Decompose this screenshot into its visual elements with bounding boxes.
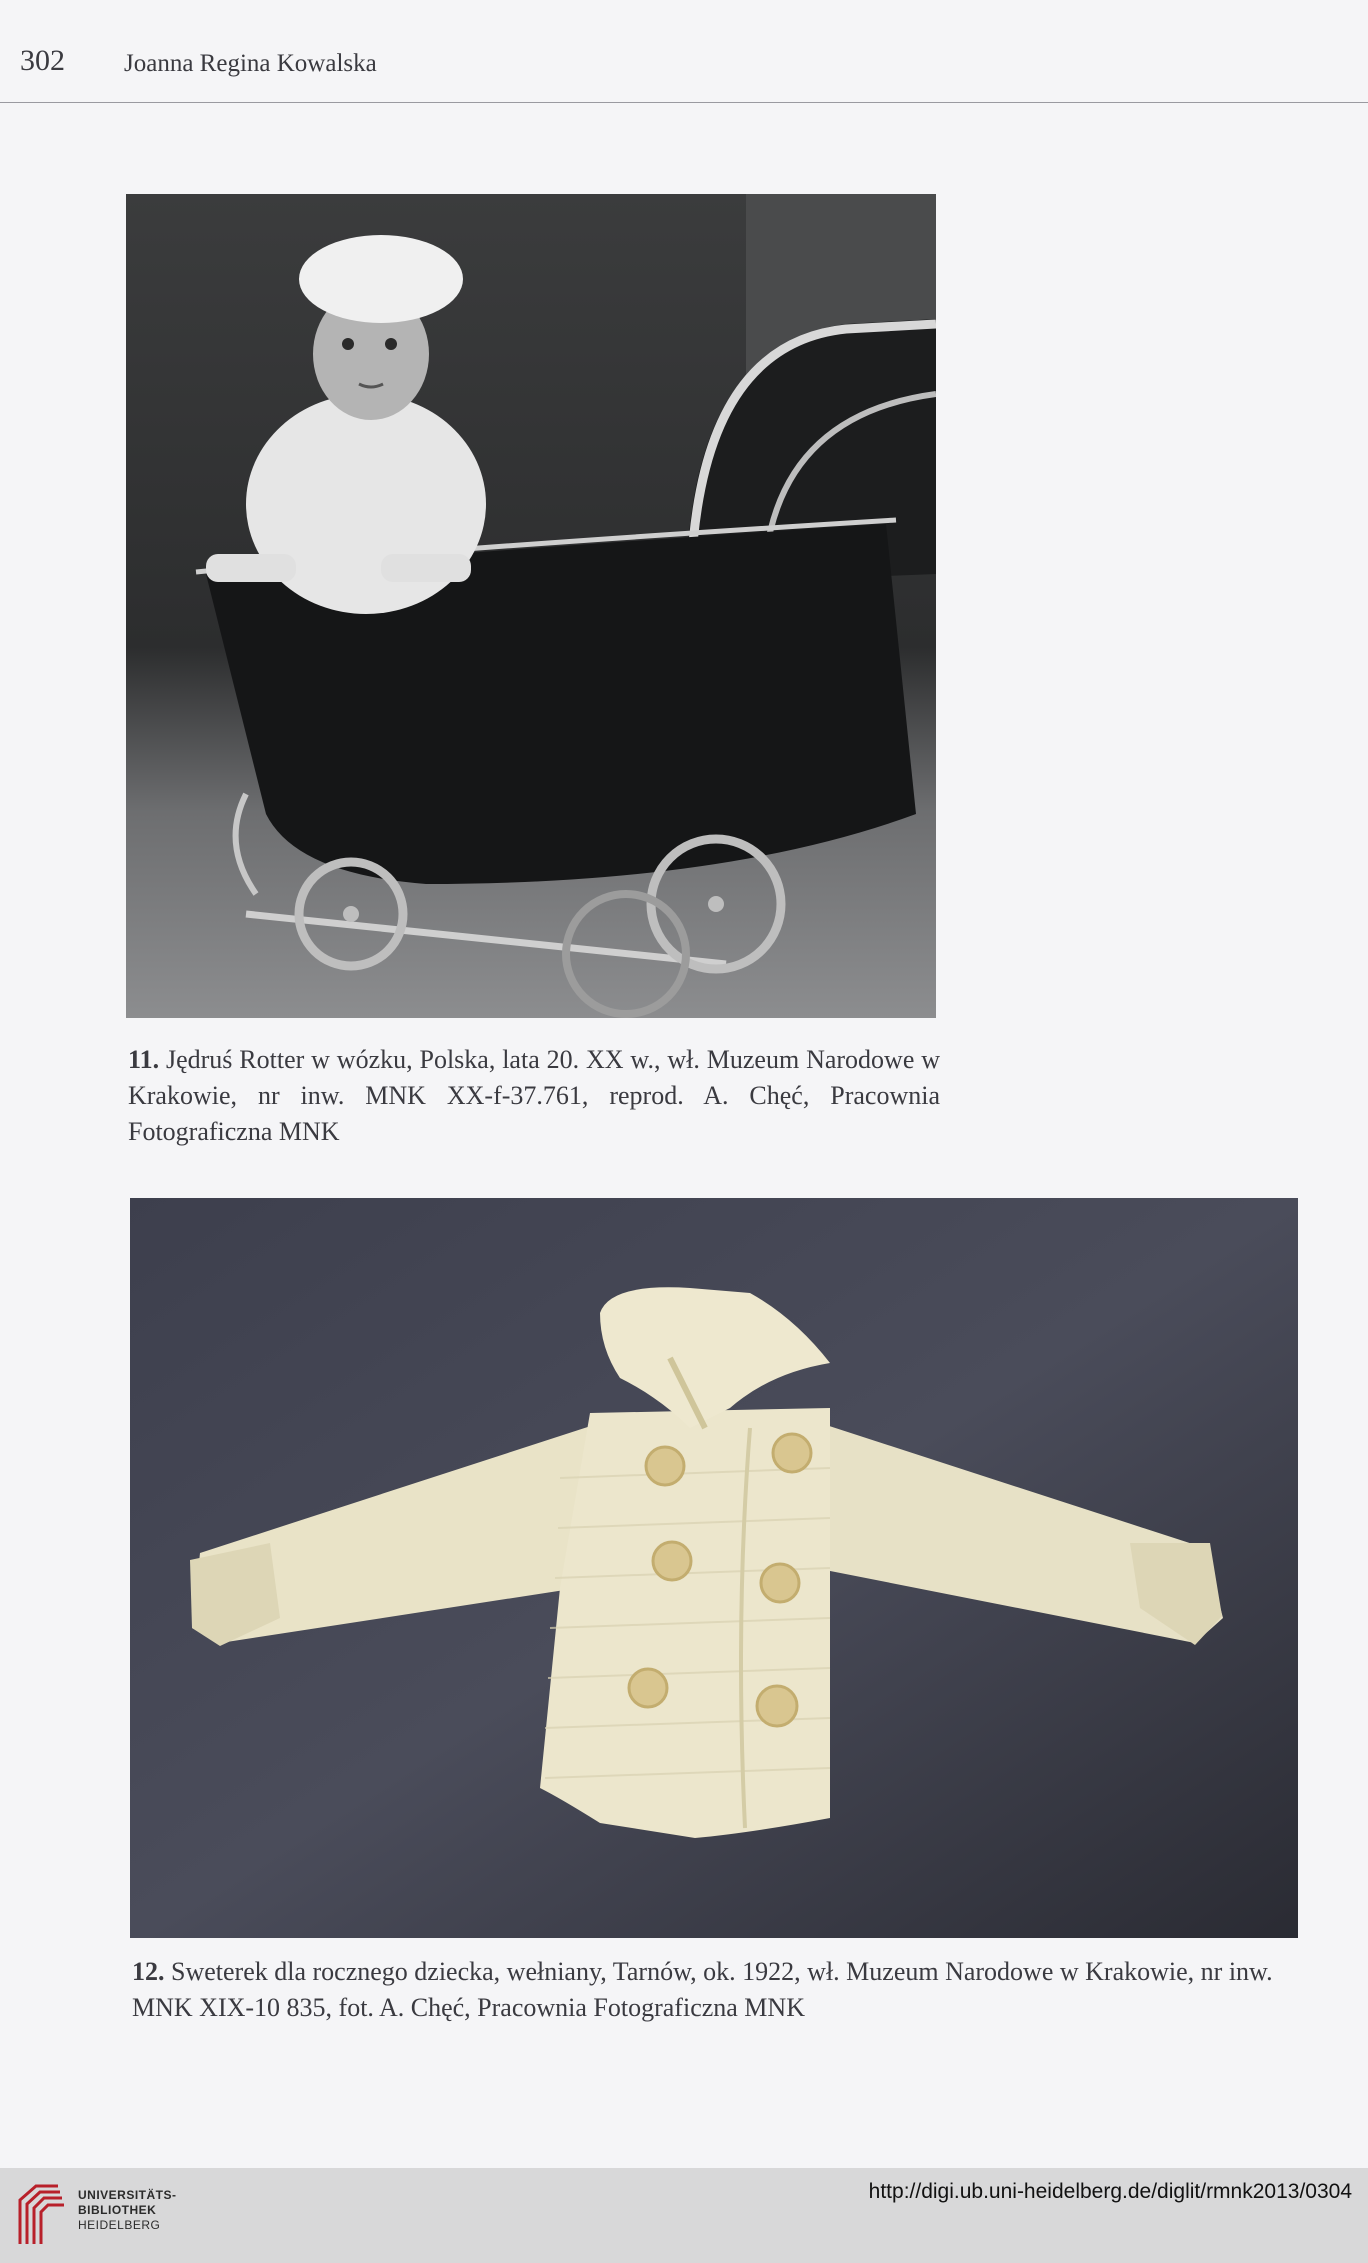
figure-11-caption-text: Jędruś Rotter w wózku, Polska, lata 20. XX w., wł. Muzeum Narodowe w Krakowie, nr inw. MNK XX-f-37.761, reprod. A. Chęć, Pracownia Fotograficzna MNK bbox=[128, 1045, 941, 1146]
library-name bbox=[78, 2188, 177, 2233]
running-author: Joanna Regina Kowalska bbox=[124, 50, 377, 77]
library-name-line-3: HEIDELBERG bbox=[78, 2218, 161, 2232]
figure-11-caption bbox=[128, 1042, 940, 1150]
library-name-line-1: UNIVERSITÄTS- bbox=[78, 2188, 177, 2202]
digitization-footer bbox=[0, 2168, 1368, 2263]
university-library-logo-icon bbox=[14, 2178, 66, 2250]
photo-child-in-pram bbox=[126, 194, 936, 1018]
photo-knitted-sweater bbox=[130, 1198, 1298, 1938]
page-number: 302 bbox=[20, 44, 65, 77]
source-url-link[interactable]: http://digi.ub.uni-heidelberg.de/diglit/rmnk2013/0304 bbox=[868, 2180, 1352, 2203]
figure-11-number: 11. bbox=[128, 1045, 160, 1074]
figure-12-number: 12. bbox=[132, 1957, 165, 1986]
photo-knitted-sweater-image bbox=[130, 1198, 1298, 1938]
photo-child-in-pram-image bbox=[126, 194, 936, 1018]
figure-12-caption-text: Sweterek dla rocznego dziecka, wełniany, Tarnów, ok. 1922, wł. Muzeum Narodowe w Krakowie, nr inw. MNK XIX-10 835, fot. A. Chęć, Pracownia Fotograficzna MNK bbox=[132, 1957, 1273, 2022]
running-header bbox=[0, 0, 1368, 103]
figure-12-caption bbox=[132, 1954, 1312, 2026]
library-name-line-2: BIBLIOTHEK bbox=[78, 2203, 157, 2217]
